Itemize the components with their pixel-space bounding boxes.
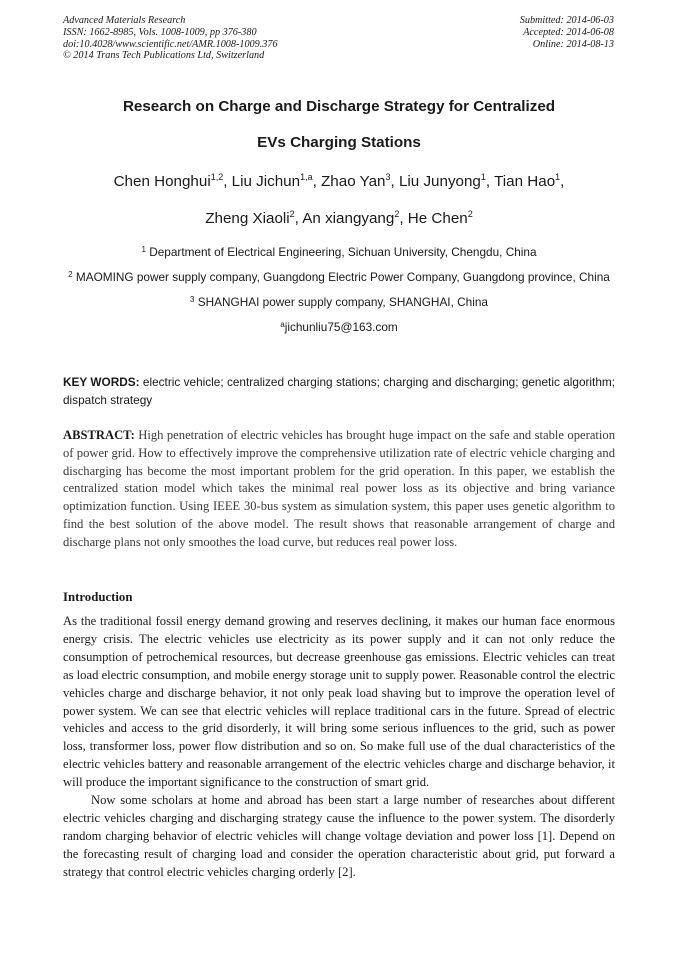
affiliation-sup: 3 xyxy=(190,295,195,304)
submitted-date: Submitted: 2014-06-03 xyxy=(519,15,614,26)
journal-doi: doi:10.4028/www.scientific.net/AMR.1008-1009.376 xyxy=(63,38,278,50)
author-affil-sup: 1,a xyxy=(300,172,313,182)
abstract-block xyxy=(63,427,615,552)
abstract-text: High penetration of electric vehicles has brought huge impact on the safe and stable operation of power grid. How to effectively improve the comprehensive utilization rate of electric vehicle charging and discharging has become the most important problem for the grid operation. In this paper, we establish the centralized station model which takes the minimal real power loss as its objective and bring variance optimization function. Using IEEE 30-bus system as simulation system, this paper uses genetic algorithm to find the best solution of the above model. The result shows that reasonable arrangement of charge and discharge plans not only smoothes the load curve, but reduces real power loss. xyxy=(63,428,615,549)
affiliation-sup: 2 xyxy=(68,270,73,279)
journal-info xyxy=(63,15,278,62)
author-affil-sup: 1,2 xyxy=(210,172,224,182)
abstract-label: ABSTRACT: xyxy=(63,428,135,442)
author-name: Zheng Xiaoli xyxy=(205,210,290,227)
section-heading-introduction: Introduction xyxy=(63,590,133,604)
author-sep: , xyxy=(312,173,322,190)
body-paragraph: As the traditional fossil energy demand growing and reserves declining, it makes our human face enormous energy crisis. The electric vehicles use electricity as its power supply and it can not only reduce the consumption of petrochemical resources, but decrease greenhouse gas emissions. Electric vehicles can treat as load electric consumption, and mobile energy storage unit to supply power. Reasonable control the electric vehicles charge and discharge behavior, it not only peak load shaving but to improve the operation level of power system. We can see that electric vehicles will replace traditional cars in the future. Spread of electric vehicles and access to the grid disorderly, it will bring some serious influences to the grid, such as power loss, transformer loss, power flow distribution and so on. So make full use of the dual characteristics of the electric vehicles battery and reasonable arrangement of the electric vehicles charge and discharge behavior, it will produce the important significance to the construction of smart grid. xyxy=(63,614,615,790)
author-sep: , xyxy=(390,173,399,190)
affiliation-3 xyxy=(63,293,615,312)
author-name: He Chen xyxy=(407,210,468,227)
author-name: An xiangyang xyxy=(302,210,395,227)
author-affil-sup: 1 xyxy=(480,172,486,182)
author-affil-sup: 2 xyxy=(394,209,400,219)
author-sep: , xyxy=(485,173,495,190)
paper-title xyxy=(63,89,615,161)
author-affil-sup: 3 xyxy=(385,172,391,182)
email-text[interactable]: jichunliu75@163.com xyxy=(284,320,398,334)
author-sep: , xyxy=(399,210,408,227)
affiliation-1 xyxy=(63,243,615,262)
affiliation-text: MAOMING power supply company, Guangdong Electric Power Company, Guangdong province, China xyxy=(72,270,610,284)
keywords-label: KEY WORDS: xyxy=(63,375,140,389)
affiliation-list xyxy=(63,243,615,337)
author-sep: , xyxy=(223,173,232,190)
affiliation-2 xyxy=(63,268,615,287)
introduction-body xyxy=(63,613,615,882)
author-name: Liu Junyong xyxy=(398,173,481,190)
title-line-2: EVs Charging Stations xyxy=(257,134,421,151)
author-sep: , xyxy=(560,173,565,190)
accepted-date: Accepted: 2014-06-08 xyxy=(523,26,614,38)
author-name: Tian Hao xyxy=(494,173,556,190)
keywords-block xyxy=(63,374,615,409)
submission-dates xyxy=(520,15,614,50)
author-name: Liu Jichun xyxy=(231,173,301,190)
affiliation-text: Department of Electrical Engineering, Sichuan University, Chengdu, China xyxy=(145,245,537,259)
author-name: Chen Honghui xyxy=(113,173,211,190)
affiliation-sup: a xyxy=(280,320,285,329)
affiliation-sup: 1 xyxy=(141,245,146,254)
author-line-2 xyxy=(63,200,615,237)
body-paragraph: Now some scholars at home and abroad has been start a large number of researches about different electric vehicles charging and discharging strategy cause the influence to the power system. The disorderly random charging behavior of electric vehicles will change voltage deviation and power loss [1]. Depend on the forecasting result of charging load and consider the operation characteristic about grid, put forward a strategy that control electric vehicles charging orderly [2]. xyxy=(63,793,615,879)
author-sep: , xyxy=(294,210,303,227)
keywords-text: electric vehicle; centralized charging stations; charging and discharging; genetic algorithm; dispatch strategy xyxy=(63,375,615,407)
author-list xyxy=(63,163,615,237)
author-affil-sup: 1 xyxy=(555,172,561,182)
author-affil-sup: 2 xyxy=(289,209,295,219)
author-affil-sup: 2 xyxy=(467,209,473,219)
online-date: Online: 2014-08-13 xyxy=(532,38,614,50)
title-line-1: Research on Charge and Discharge Strategy for Centralized xyxy=(122,98,556,115)
journal-name: Advanced Materials Research xyxy=(63,15,186,26)
journal-issn: ISSN: 1662-8985, Vols. 1008-1009, pp 376-380 xyxy=(63,26,257,38)
corresponding-email[interactable] xyxy=(63,318,615,337)
author-name: Zhao Yan xyxy=(321,173,386,190)
author-line-1 xyxy=(63,163,615,200)
affiliation-text: SHANGHAI power supply company, SHANGHAI, China xyxy=(194,295,488,309)
journal-copyright: © 2014 Trans Tech Publications Ltd, Switzerland xyxy=(63,50,265,62)
